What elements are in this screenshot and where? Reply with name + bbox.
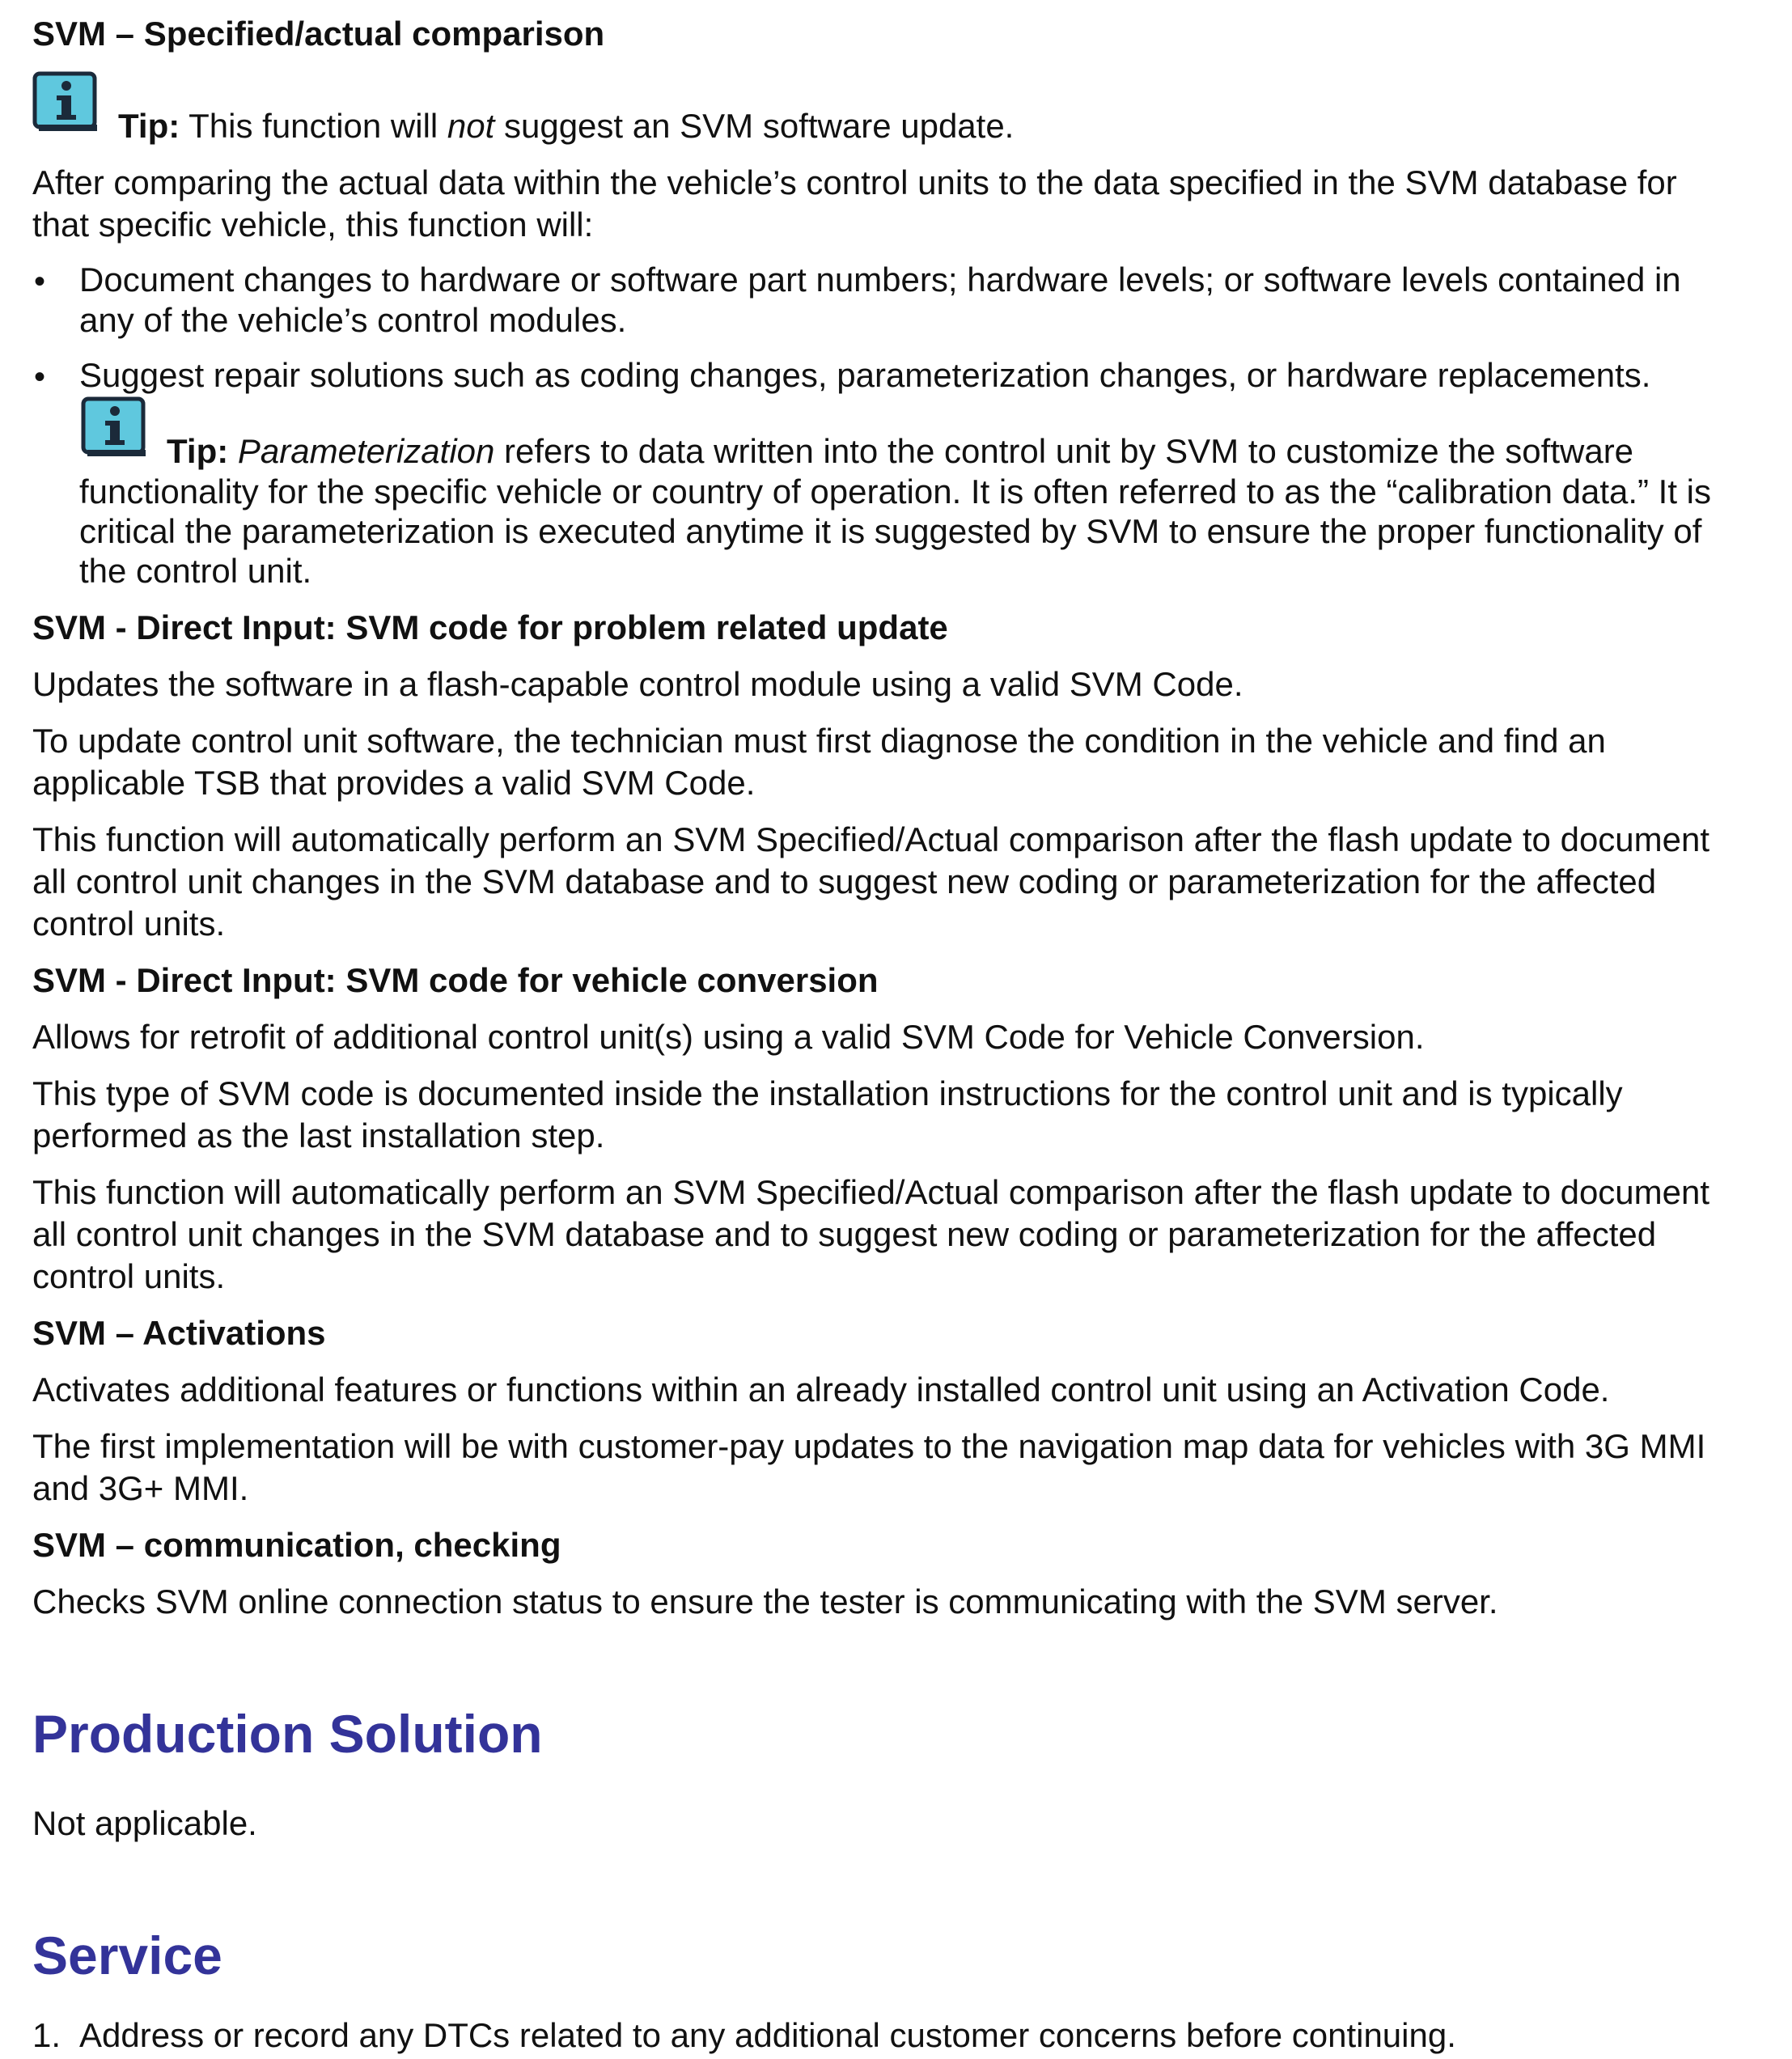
bullet-icon: • [34,359,46,395]
section-heading-specified-actual: SVM – Specified/actual comparison [32,15,605,53]
tip-label: Tip: [167,432,229,470]
paragraph-line: This function will automatically perform an SVM Specified/Actual comparison after the flash update to document [32,820,1710,858]
tip-label: Tip: [118,107,180,145]
paragraph-line: This type of SVM code is documented inside the installation instructions for the control unit and is typically [32,1074,1623,1112]
tip-text-line: functionality for the specific vehicle or country of operation. It is often referred to as the “calibration data.” It is [79,472,1712,511]
paragraph-line: performed as the last installation step. [32,1116,605,1154]
tip-text-b: suggest an SVM software update. [503,107,1015,145]
tip-text: refers to data written into the control unit by SVM to customize the software [504,432,1634,470]
paragraph-line: that specific vehicle, this function will: [32,205,594,244]
paragraph-line: Updates the software in a flash-capable control module using a valid SVM Code. [32,665,1243,703]
production-solution-heading: Production Solution [32,1704,543,1764]
tip-text-a: This function will [189,107,438,145]
paragraph-line: The first implementation will be with customer-pay updates to the navigation map data for vehicles with 3G MMI [32,1427,1706,1465]
bullet-item-line: Suggest repair solutions such as coding changes, parameterization changes, or hardware replacements. [79,356,1651,394]
production-solution-text: Not applicable. [32,1804,257,1842]
service-heading: Service [32,1926,222,1985]
bullet-item-line: any of the vehicle’s control modules. [79,301,627,339]
tip-text-line: the control unit. [79,552,312,590]
paragraph-line: Activates additional features or functions within an already installed control unit using an Activation Code. [32,1371,1610,1409]
section-heading-problem-related-update: SVM - Direct Input: SVM code for problem related update [32,608,948,646]
tip-text-line: critical the parameterization is executed anytime it is suggested by SVM to ensure the proper functionality of [79,512,1702,550]
info-icon [81,396,146,458]
tip-text-emphasis: Parameterization [237,432,495,470]
paragraph-line: applicable TSB that provides a valid SVM Code. [32,764,756,802]
section-heading-activations: SVM – Activations [32,1314,326,1352]
paragraph-line: Checks SVM online connection status to ensure the tester is communicating with the SVM server. [32,1582,1498,1621]
info-icon [32,71,97,133]
paragraph-line: all control unit changes in the SVM database and to suggest new coding or parameterization for the affected [32,862,1657,900]
paragraph-line: To update control unit software, the technician must first diagnose the condition in the vehicle and find an [32,722,1606,760]
paragraph-line: control units. [32,905,226,943]
paragraph-line: all control unit changes in the SVM database and to suggest new coding or parameterization for the affected [32,1215,1657,1253]
paragraph-line: This function will automatically perform an SVM Specified/Actual comparison after the flash update to document [32,1173,1710,1211]
tip-line-2 [167,430,1633,472]
paragraph-line: control units. [32,1257,226,1295]
tip-line-1 [118,105,1014,147]
bullet-icon: • [34,264,46,299]
paragraph-line: and 3G+ MMI. [32,1469,249,1507]
service-step-number: 1. [32,2016,61,2054]
service-step-text: Address or record any DTCs related to any additional customer concerns before continuing. [79,2016,1456,2054]
bullet-item-line: Document changes to hardware or software part numbers; hardware levels; or software levels contained in [79,261,1681,299]
paragraph-line: After comparing the actual data within the vehicle’s control units to the data specified in the SVM database for [32,163,1677,201]
section-heading-communication-checking: SVM – communication, checking [32,1526,561,1564]
tip-text-emphasis: not [447,107,495,145]
section-heading-vehicle-conversion: SVM - Direct Input: SVM code for vehicle conversion [32,961,879,999]
paragraph-line: Allows for retrofit of additional control unit(s) using a valid SVM Code for Vehicle Conversion. [32,1018,1425,1056]
